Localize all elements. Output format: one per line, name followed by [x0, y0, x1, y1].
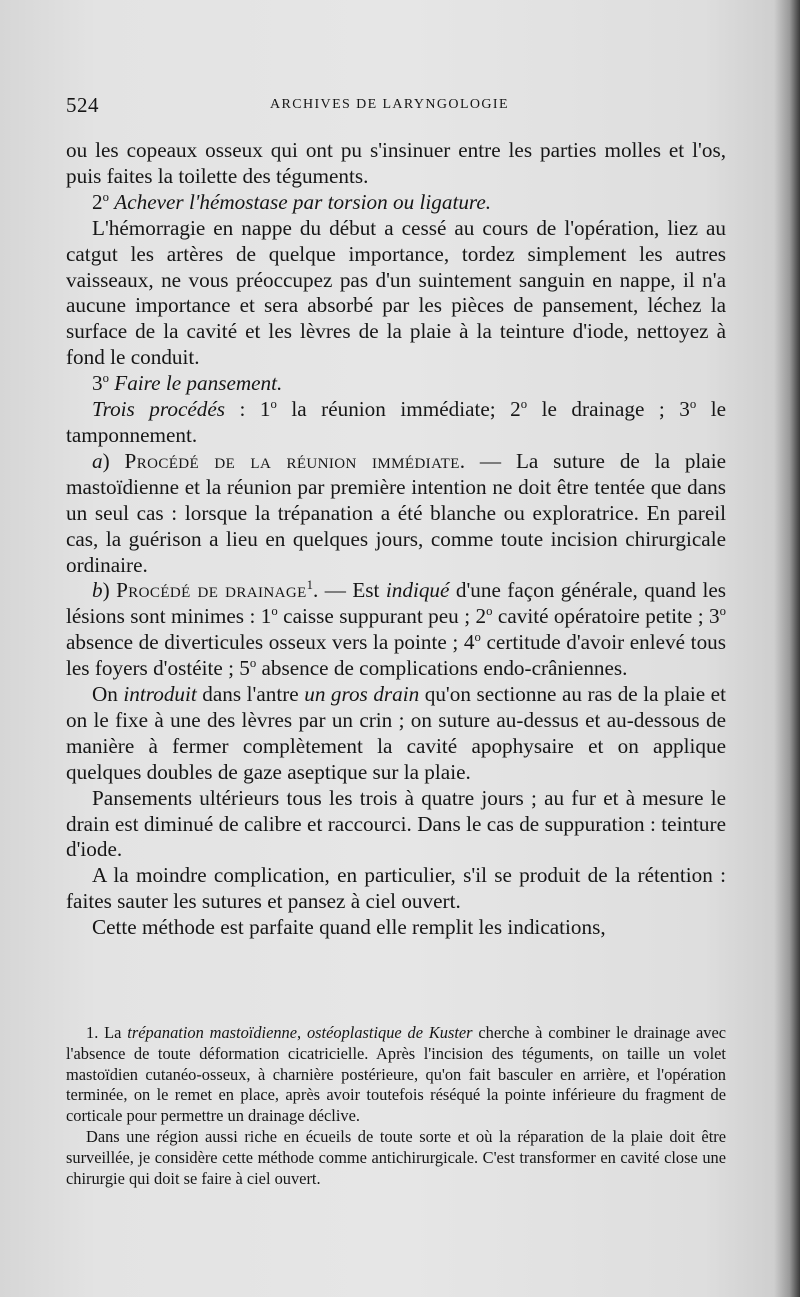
paragraph-6: [66, 449, 726, 579]
text-run: . — La suture de la plaie mastoïdienne et la réunion par première intention ne doit être tentée que dans un seul cas : lorsque la trépanation a été blanche ou exploratrice. En pareil cas, la guérison a lieu en quelques jours, comme toute incision chirurgicale ordinaire.: [66, 448, 727, 577]
ordinal-mark: o: [102, 189, 109, 204]
ordinal-mark: o: [520, 397, 528, 411]
ordinal-mark: o: [719, 604, 727, 619]
text-run: cherche à combiner le drainage avec l'absence de toute déformation cicatricielle. Après l'incision des téguments, on taille un volet mastoïdien cutanéo-osseux, à charnière postérieure, qu'on fait basculer en arrière, et l'opération terminée, on le remet en place, après avoir toutefois réséqué la pointe inférieure du fragment de corticale pour permettre un drainage déclive.: [66, 1023, 727, 1126]
text-run: absence de complications endo-crâniennes.: [256, 656, 628, 681]
text-run: ,: [297, 1023, 307, 1042]
text-run: dans l'antre: [196, 682, 305, 707]
page-header: [66, 93, 728, 117]
paragraph-2: [66, 190, 726, 216]
paragraph-text: Dans une région aussi riche en écueils de toute sorte et où la réparation de la plaie doit être surveillée, je considère cette méthode comme antichirurgicale. C'est transformer en cavité close une chirurgie qui doit se faire à ciel ouvert.: [66, 1126, 726, 1188]
paragraph-text: ou les copeaux osseux qui ont pu s'insinuer entre les parties molles et l'os, puis faites la toilette des téguments.: [66, 138, 726, 188]
step-heading: Achever l'hémostase par torsion ou ligature.: [114, 189, 492, 214]
italic-phrase: Trois procédés: [92, 397, 225, 422]
paragraph-text: Cette méthode est parfaite quand elle remplit les indications,: [92, 915, 606, 940]
paragraph-9: [66, 786, 726, 864]
footnote-number: 1. La: [86, 1023, 128, 1042]
italic-phrase: indiqué: [385, 578, 450, 603]
italic-phrase: introduit: [123, 682, 197, 707]
step-number: 3: [92, 371, 103, 396]
text-run: cavité opératoire petite ; 3: [492, 604, 720, 629]
text-run: : 1: [225, 397, 271, 422]
paragraph-text: A la moindre complication, en particulier, s'il se produit de la rétention : faites sauter les sutures et pansez à ciel ouvert.: [66, 863, 726, 914]
text-run: le tamponnement.: [66, 397, 726, 447]
section-heading: Procédé de drainage: [116, 578, 307, 603]
ordinal-mark: o: [102, 371, 109, 386]
paragraph-text: Pansements ultérieurs tous les trois à quatre jours ; au fur et à mesure le drain est diminué de calibre et raccourci. Dans le cas de suppuration : teinture d'iode.: [66, 785, 726, 862]
text-run: ): [102, 448, 125, 473]
step-number: 2: [92, 189, 103, 214]
text-run: qu'on sectionne au ras de la plaie et on le fixe à une des lèvres par un crin ; on suture au-dessus et au-dessous de manière à fermer complètement la cavité apophysaire et on applique quelques doubles de gaze aseptique sur la plaie.: [66, 682, 726, 784]
step-heading: Faire le pansement.: [114, 371, 283, 396]
text-run: ): [102, 578, 117, 603]
text-run: absence de diverticules osseux vers la pointe ; 4: [66, 630, 475, 655]
ordinal-mark: o: [689, 397, 697, 411]
ordinal-mark: o: [474, 630, 481, 645]
text-run: . — Est: [313, 578, 386, 603]
italic-phrase: un gros drain: [304, 682, 420, 707]
text-run: certitude d'avoir enlevé tous les foyers d'ostéite ; 5: [66, 630, 726, 681]
paragraph-text: L'hémorragie en nappe du début a cessé au cours de l'opération, liez au catgut les artères de quelque importance, tordez simplement les autres vaisseaux, ne vous préoccupez pas d'un suintement sanguin en nappe, il n'a aucune importance et sera absorbé par les pièces de pansement, léchez la surface de la cavité et les lèvres de la plaie à la teinture d'iode, nettoyez à fond le conduit.: [66, 215, 726, 370]
paragraph-5: [66, 397, 726, 449]
text-run: le drainage ; 3: [527, 397, 690, 422]
text-run: la réunion immédiate; 2: [276, 397, 521, 422]
ordinal-mark: o: [271, 604, 278, 619]
running-title: ARCHIVES DE LARYNGOLOGIE: [270, 97, 509, 112]
footnote-1: [66, 1023, 726, 1127]
page-edge-shadow: [774, 0, 800, 1297]
ordinal-mark: o: [270, 397, 277, 411]
footnote-ref: 1: [306, 578, 314, 593]
paragraph-3: [66, 216, 726, 371]
italic-phrase: ostéoplastique de Kuster: [306, 1023, 473, 1042]
footnote-1-continued: [66, 1127, 726, 1189]
main-text: [66, 138, 726, 941]
page-number: 524: [66, 93, 99, 117]
list-letter: a: [92, 448, 103, 473]
ordinal-mark: o: [249, 656, 257, 671]
section-heading: Procédé de la réunion immédiate: [124, 448, 460, 473]
paragraph-11: [66, 915, 726, 941]
paragraph-1: [66, 138, 726, 190]
list-letter: b: [92, 578, 103, 603]
text-run: caisse suppurant peu ; 2: [277, 604, 487, 629]
paragraph-8: [66, 682, 726, 786]
italic-phrase: trépanation mastoïdienne: [127, 1023, 298, 1042]
text-run: d'une façon générale, quand les lésions sont minimes : 1: [66, 578, 726, 629]
footnotes: [66, 1023, 726, 1189]
paragraph-10: [66, 863, 726, 915]
ordinal-mark: o: [486, 604, 493, 619]
text-run: On: [92, 682, 124, 707]
paragraph-4: [66, 371, 726, 397]
paragraph-7: [66, 578, 726, 682]
